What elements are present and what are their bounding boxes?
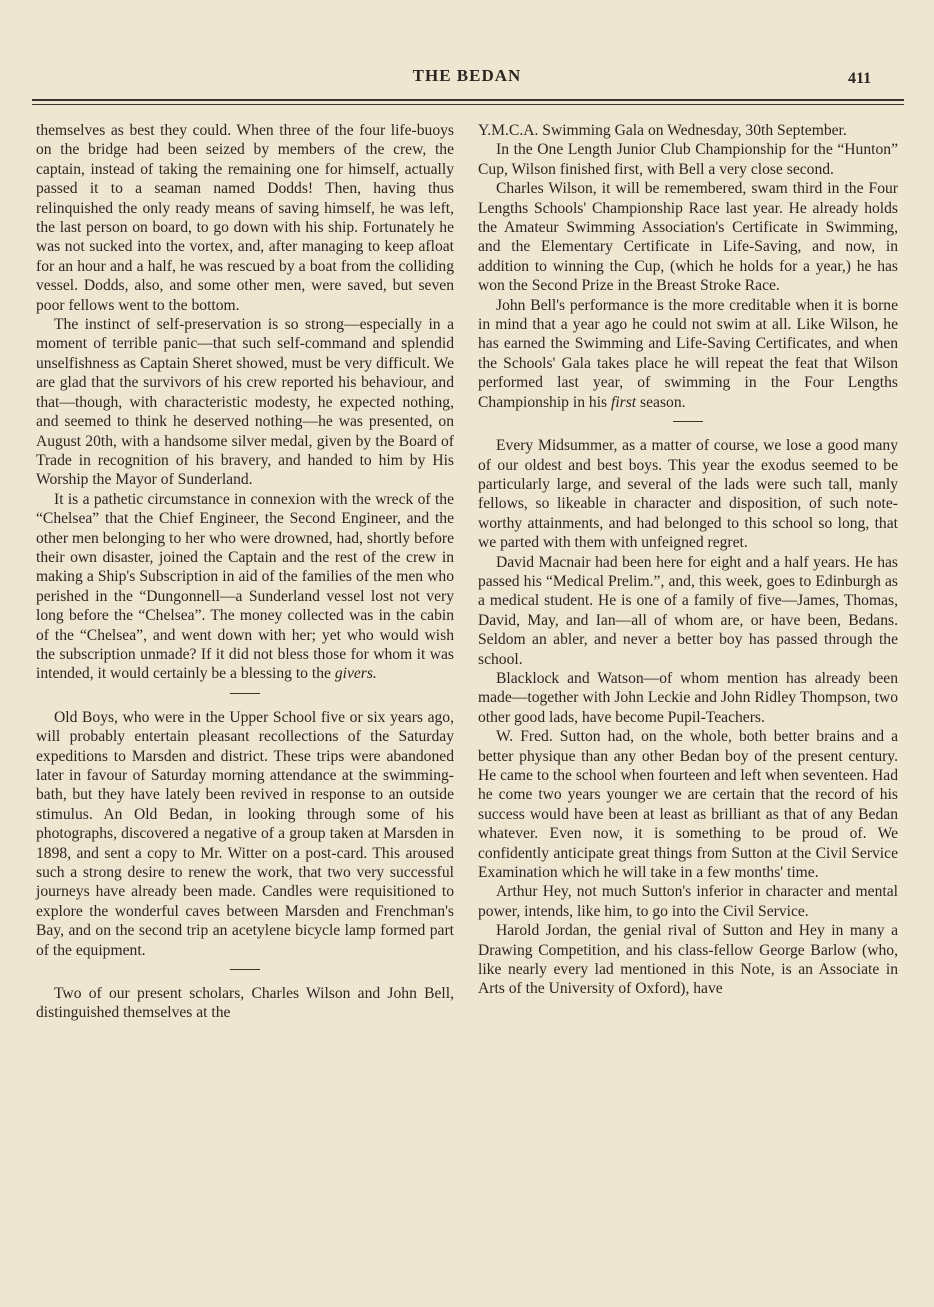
- right-paragraph-4-tail: season.: [636, 393, 686, 411]
- right-paragraph-2: In the One Length Junior Club Championship for the “Hunton” Cup, Wilson finished first, with Bell a very close second.: [478, 141, 898, 178]
- section-separator: [673, 421, 703, 422]
- left-paragraph-5: Two of our present scholars, Charles Wilson and John Bell, distinguished themselves at the: [36, 985, 454, 1022]
- right-paragraph-10: Harold Jordan, the genial rival of Sutton and Hey in many a Drawing Competition, and his class-fellow George Barlow (who, like nearly every lad mentioned in this Note, is an Associate in Arts of the University of Oxford), have: [478, 922, 898, 998]
- right-paragraph-6: David Macnair had been here for eight and a half years. He has passed his “Medical Prelim.”, and, this week, goes to Edinburgh as a medical student. He is one of a family of five—James, Thomas, David, May, and Ian—all of whom are, or have been, Bedans. Seldom an abler, and never a better boy has passed through the school.: [478, 553, 898, 668]
- left-paragraph-2: The instinct of self-preservation is so strong—especially in a moment of terrible panic—that such self-command and splendid unselfishness as Captain Sheret showed, must be very difficult. We are glad that the survivors of his crew reported his behaviour, and that—though, with characteristic modesty, he expected nothing, and seemed to think he deserved nothing—he was presented, on August 20th, with a handsome silver medal, given by the Board of Trade in recognition of his bravery, and handed to him by His Worship the Mayor of Sunderland.: [36, 316, 454, 489]
- section-separator: [230, 969, 260, 970]
- right-paragraph-8: W. Fred. Sutton had, on the whole, both better brains and a better physique than any other Bedan boy of the present century. He came to the school when fourteen and left when seventeen. Had he come two years younger we are certain that the record of his success would have been at least as brilliant as that of any Bedan whatever. Even now, it is something to be proud of. We confidently anticipate great things from Sutton at the Civil Service Examination which he will take in a few months' time.: [478, 728, 899, 882]
- left-column: [36, 121, 454, 1023]
- header-rule-thin: [32, 104, 904, 105]
- page-number: 411: [848, 70, 872, 87]
- left-paragraph-1: themselves as best they could. When three of the four life-buoys on the bridge had been seized by members of the crew, the captain, instead of taking the remaining one for himself, actually passed it to a seaman named Dodds! Then, having thus relinquished the only ready means of saving himself, he was left, the last person on board, to go down with his ship. Fortunately he was not sucked into the vortex, and, after managing to keep afloat for an hour and a half, he was rescued by a boat from the colliding vessel. Dodds, also, and some other men, were saved, but seven poor fellows went to the bottom.: [36, 122, 454, 314]
- left-paragraph-4: Old Boys, who were in the Upper School five or six years ago, will probably entertain pleasant recollections of the Saturday expeditions to Marsden and district. These trips were abandoned later in favour of Saturday morning attendance at the swimming-bath, but they have lately been revived in response to an outside stimulus. An Old Bedan, in looking through some of his photographs, discovered a negative of a group taken at Marsden in 1898, and sent a copy to Mr. Witter on a post-card. This aroused such a strong desire to renew the work, that two very successful journeys have already been made. Candles were requisitioned to explore the wonderful caves between Marsden and Frenchman's Bay, and on the second trip an acetylene bicycle lamp formed part of the equipment.: [36, 708, 454, 959]
- left-paragraph-3: [36, 490, 454, 684]
- right-paragraph-4-emphasis: first: [611, 393, 637, 411]
- right-paragraph-4-text: John Bell's performance is the more creditable when it is borne in mind that a year ago he could not swim at all. Like Wilson, he has earned the Swimming and Life-Saving Certificates, and when the Schools' Gala takes place he will repeat the feat that Wilson performed last year, of swimming in the Four Lengths Championship in his: [478, 296, 898, 411]
- right-paragraph-9: Arthur Hey, not much Sutton's inferior in character and mental power, intends, like him, to go into the Civil Service.: [478, 883, 898, 920]
- right-paragraph-3: Charles Wilson, it will be remembered, swam third in the Four Lengths Schools' Championship Race last year. He already holds the Amateur Swimming Association's Certificate in Swimming, and the Elementary Certificate in Life-Saving, and now, in addition to winning the Cup, (which he holds for a year,) he has won the Second Prize in the Breast Stroke Race.: [478, 180, 898, 295]
- section-separator: [230, 693, 260, 694]
- left-paragraph-3-emphasis: givers.: [334, 665, 377, 683]
- page-header-title: THE BEDAN: [412, 66, 522, 85]
- right-paragraph-4: [478, 296, 898, 412]
- right-column: [478, 121, 898, 999]
- left-paragraph-3-text: It is a pathetic circumstance in connexion with the wreck of the “Chelsea” that the Chief Engineer, the Second Engineer, and the other men belonging to her who were drowned, had, shortly before their own disaster, joined the Captain and the rest of the crew in making a Ship's Subscription in aid of the families of the men who perished in the “Dungonnell—a Sunderland vessel lost not very long before the “Chelsea”. The money collected was in the cabin of the “Chelsea”, and went down with her; yet who would wish the subscription unmade? If it did not bless those for whom it was intended, it would certainly be a blessing to the: [36, 490, 454, 683]
- right-paragraph-1: Y.M.C.A. Swimming Gala on Wednesday, 30th September.: [478, 122, 847, 139]
- right-paragraph-7: Blacklock and Watson—of whom mention has already been made—together with John Leckie and John Ridley Thompson, two other good lads, have become Pupil-Teachers.: [478, 669, 898, 726]
- header-rule-thick: [32, 99, 904, 101]
- right-paragraph-5: Every Midsummer, as a matter of course, we lose a good many of our oldest and best boys. This year the exodus seemed to be particularly large, and several of the lads were such tall, manly fellows, so likeable in character and disposition, of such note-worthy attainments, and had belonged to this school so long, that we parted with them with unfeigned regret.: [478, 437, 898, 552]
